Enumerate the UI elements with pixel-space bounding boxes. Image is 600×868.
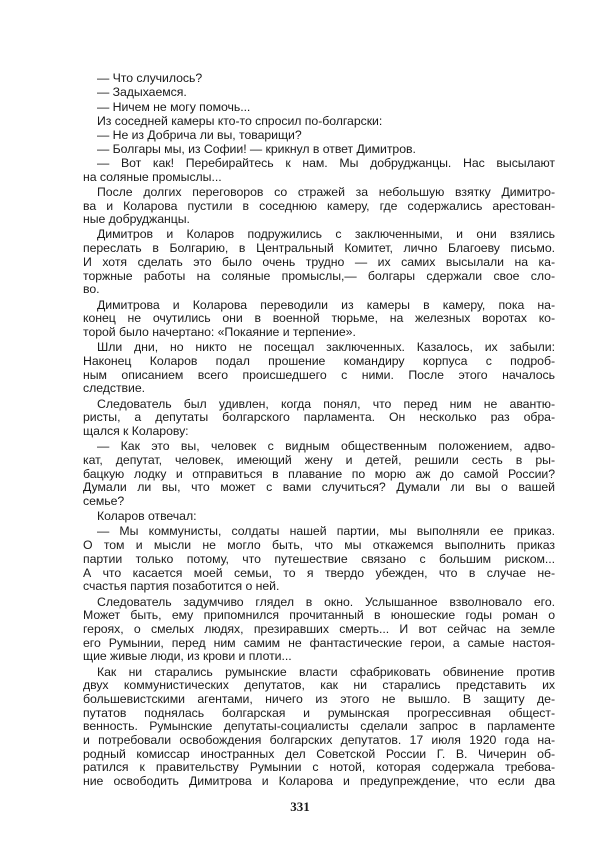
page-body-text bbox=[83, 72, 555, 789]
text-line: конец не очутились они в военной тюрьме, на железных воротах ко- bbox=[83, 311, 555, 326]
text-line: — Как это вы, человек с видным общественным положением, адво- bbox=[97, 439, 555, 454]
paragraph bbox=[83, 115, 555, 129]
text-line: большевистскими агентами, ничего из этого не вышло. В защиту де- bbox=[83, 691, 555, 706]
paragraph bbox=[83, 525, 555, 593]
text-line: Следователь был удивлен, когда понял, что перед ним не авантю- bbox=[97, 396, 555, 411]
text-line: — Не из Добрича ли вы, товарищи? bbox=[97, 127, 302, 142]
text-line: торжные работы на соляные промыслы,— болгары сдержали свое сло- bbox=[83, 268, 555, 283]
text-line: кат, депутат, человек, имеющий жену и детей, решили сесть в ры- bbox=[83, 452, 555, 467]
text-line: следствие. bbox=[83, 381, 146, 396]
paragraph bbox=[83, 398, 555, 439]
text-line: во. bbox=[83, 282, 100, 297]
text-line: на соляные промыслы... bbox=[83, 169, 222, 184]
text-line: — Вот как! Перебирайтесь к нам. Мы добруджанцы. Нас высылают bbox=[97, 155, 555, 170]
text-line: родный комиссар иностранных дел Советской России Г. В. Чичерин об- bbox=[83, 746, 555, 761]
text-line: Коларов отвечал: bbox=[97, 509, 197, 524]
text-line: О том и мысли не могло быть, что мы откажемся выполнить приказ bbox=[83, 538, 555, 553]
text-line: ным описанием всего происшедшего с ними. После этого началось bbox=[83, 367, 555, 382]
text-line: героях, о смелых людях, презиравших смерть... И вот сейчас на земле bbox=[83, 621, 555, 636]
text-line: — Задыхаемся. bbox=[97, 85, 187, 100]
paragraph bbox=[83, 101, 555, 115]
text-line: Следователь задумчиво глядел в окно. Услышанное взволновало его. bbox=[97, 594, 555, 609]
text-line: — Что случилось? bbox=[97, 71, 203, 86]
text-line: переслать в Болгарию, в Центральный Комитет, лично Благоеву письмо. bbox=[83, 241, 555, 256]
text-line: И хотя сделать это было очень трудно — их самих высылали на ка- bbox=[83, 254, 555, 269]
text-line: — Мы коммунисты, солдаты нашей партии, мы выполняли ее приказ. bbox=[97, 524, 555, 539]
text-line: Наконец Коларов подал прошение командиру корпуса с подроб- bbox=[83, 353, 555, 368]
text-line: торой было начертано: «Покаяние и терпение». bbox=[83, 324, 356, 339]
paragraph bbox=[83, 143, 555, 157]
text-line: Димитрова и Коларова переводили из камеры в камеру, пока на- bbox=[97, 297, 555, 312]
paragraph bbox=[83, 72, 555, 86]
text-line: А что касается моей семьи, то я твердо убежден, что в случае не- bbox=[83, 565, 555, 580]
paragraph bbox=[83, 186, 555, 227]
text-line: Шли дни, но никто не посещал заключенных. Казалось, их забыли: bbox=[97, 340, 555, 355]
text-line: щался к Коларову: bbox=[83, 423, 189, 438]
text-line: счастья партия позаботится о ней. bbox=[83, 579, 280, 594]
text-line: Как ни старались румынские власти сфабриковать обвинение против bbox=[97, 664, 555, 679]
text-line: двух коммунистических депутатов, как ни старались представить их bbox=[83, 678, 555, 693]
text-line: ристы, а депутаты болгарского парламента. Он несколько раз обра- bbox=[83, 410, 555, 425]
text-line: венность. Румынские депутаты-социалисты сделали запрос в парламенте bbox=[83, 719, 555, 734]
text-line: Из соседней камеры кто-то спросил по-болгарски: bbox=[97, 113, 383, 128]
text-line: путатов поднялась болгарская и румынская прогрессивная общест- bbox=[83, 705, 555, 720]
text-line: ные добруджанцы. bbox=[83, 212, 190, 227]
text-line: и потребовали освобождения болгарских депутатов. 17 июля 1920 года на- bbox=[83, 732, 555, 747]
text-line: — Ничем не могу помочь... bbox=[97, 99, 251, 114]
text-line: Димитров и Коларов подружились с заключенными, и они взялись bbox=[97, 227, 555, 242]
page-number: 331 bbox=[290, 799, 310, 814]
text-line: После долгих переговоров со стражей за небольшую взятку Димитро- bbox=[97, 184, 555, 199]
paragraph bbox=[83, 440, 555, 508]
text-line: ва и Коларова пустили в соседнюю камеру, где содержались арестован- bbox=[83, 198, 555, 213]
text-line: ратился к правительству Румынии с нотой, которая содержала требова- bbox=[83, 760, 555, 775]
text-line: щие живые люди, из крови и плоти... bbox=[83, 649, 292, 664]
paragraph bbox=[83, 228, 555, 296]
paragraph bbox=[83, 510, 555, 524]
text-line: Может быть, ему припомнился прочитанный в юношеские годы роман о bbox=[83, 608, 555, 623]
paragraph bbox=[83, 666, 555, 789]
text-line: его Румынии, перед ним самим не фантастические герои, а самые настоя- bbox=[83, 635, 555, 650]
paragraph bbox=[83, 129, 555, 143]
text-line: ние освободить Димитрова и Коларова и предупреждение, что если два bbox=[83, 774, 555, 789]
text-line: бацкую лодку и отправиться в плавание по морю аж до самой России? bbox=[83, 466, 555, 481]
text-line: партии только потому, что путешествие связано с большим риском... bbox=[83, 551, 555, 566]
paragraph bbox=[83, 299, 555, 340]
text-line: Думали ли вы, что может с вами случиться? Думали ли вы о вашей bbox=[83, 480, 555, 495]
paragraph bbox=[83, 341, 555, 396]
paragraph bbox=[83, 86, 555, 100]
text-line: — Болгары мы, из Софии! — крикнул в ответ Димитров. bbox=[97, 141, 416, 156]
paragraph bbox=[83, 157, 555, 184]
paragraph bbox=[83, 596, 555, 664]
text-line: семье? bbox=[83, 493, 125, 508]
